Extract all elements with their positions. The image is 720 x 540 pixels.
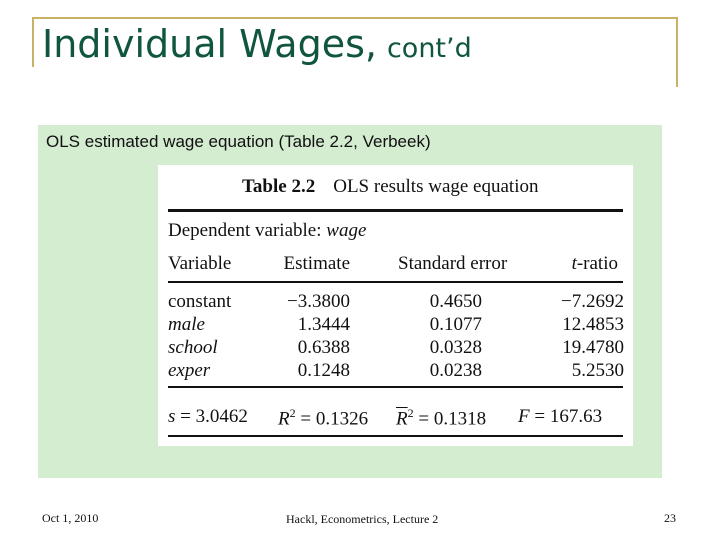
row-t-ratio: 19.4780 [562, 337, 624, 358]
table-caption-text: OLS results wage equation [333, 176, 539, 197]
header-estimate: Estimate [283, 253, 350, 274]
stat-rbar2-label: $\overline{R}$ [396, 408, 408, 430]
slide-frame-top [32, 17, 678, 19]
regression-table [158, 165, 633, 446]
stat-r2-label: R [278, 408, 290, 430]
row-variable: constant [168, 291, 232, 312]
stat-f-value: = 167.63 [529, 406, 603, 427]
stat-rbar2 [396, 406, 486, 430]
row-estimate: 1.3444 [297, 314, 350, 335]
row-variable: school [168, 337, 218, 358]
panel-label: OLS estimated wage equation (Table 2.2, Verbeek) [46, 132, 431, 151]
stat-r2-value: = 0.1326 [295, 408, 369, 430]
stat-rbar2-value: = 0.1318 [413, 408, 487, 430]
header-variable: Variable [168, 253, 232, 274]
slide-title-sub: cont’d [386, 33, 472, 64]
stat-f-label: F [518, 406, 530, 427]
stat-s-value: = 3.0462 [175, 406, 248, 427]
slide-frame-left [32, 17, 34, 67]
table-header-rule [168, 281, 623, 283]
row-t-ratio: 5.2530 [571, 360, 624, 381]
stat-r2 [278, 406, 368, 430]
row-std-error: 0.0328 [429, 337, 482, 358]
table-caption [242, 176, 538, 198]
row-t-ratio: 12.4853 [562, 314, 624, 335]
row-std-error: 0.4650 [429, 291, 482, 312]
header-t-ratio-suffix: -ratio [576, 253, 618, 274]
row-variable: exper [168, 360, 211, 381]
row-estimate: 0.6388 [297, 337, 350, 358]
stat-s [168, 406, 248, 428]
header-t-ratio [523, 253, 618, 275]
stat-r2-sup: 2 [289, 406, 296, 420]
table-bottom-rule [168, 435, 623, 437]
slide-title [42, 22, 472, 66]
stat-f [518, 406, 602, 428]
table-top-rule [168, 209, 623, 212]
table-caption-number: Table 2.2 [242, 176, 316, 197]
row-variable: male [168, 314, 205, 335]
row-std-error: 0.1077 [429, 314, 482, 335]
table-body-rule [168, 386, 623, 388]
row-estimate: 0.1248 [297, 360, 350, 381]
row-estimate: −3.3800 [287, 291, 350, 312]
footer-center: Hackl, Econometrics, Lecture 2 [286, 512, 439, 526]
slide-title-main: Individual Wages, [42, 22, 377, 66]
slide-frame-right [676, 17, 678, 87]
stat-s-label: s [168, 406, 176, 427]
dependent-variable-label: Dependent variable: [168, 220, 327, 241]
dependent-variable-name: wage [326, 220, 367, 241]
row-t-ratio: −7.2692 [561, 291, 624, 312]
header-std-error: Standard error [398, 253, 508, 274]
stat-rbar2-sup: 2 [407, 406, 414, 420]
dependent-variable-line [168, 220, 366, 242]
header-t-ratio-prefix: t [571, 253, 577, 274]
footer-date: Oct 1, 2010 [42, 511, 99, 525]
row-std-error: 0.0238 [429, 360, 482, 381]
page-number: 23 [664, 511, 676, 525]
